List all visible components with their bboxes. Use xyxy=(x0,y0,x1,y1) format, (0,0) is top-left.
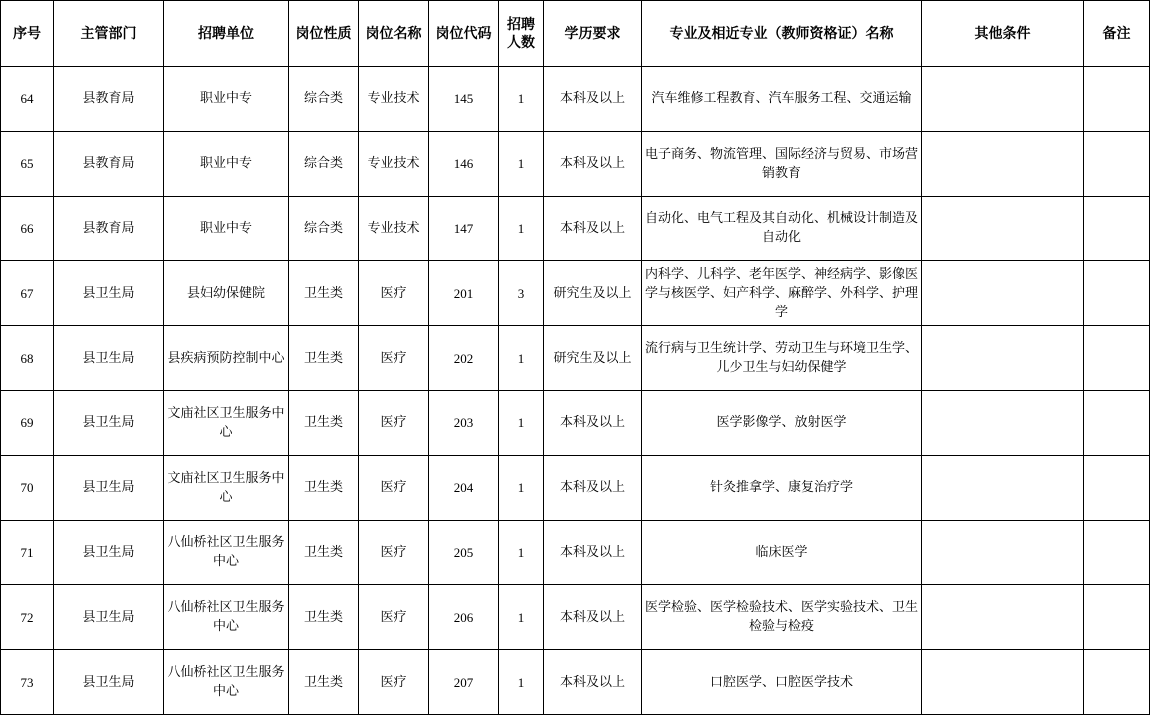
cell-post-name: 医疗 xyxy=(359,585,429,650)
cell-major: 自动化、电气工程及其自动化、机械设计制造及自动化 xyxy=(642,196,922,261)
table-row xyxy=(1,650,1150,715)
cell-dept: 县教育局 xyxy=(54,67,164,132)
cell-other xyxy=(922,520,1084,585)
cell-unit: 职业中专 xyxy=(164,67,289,132)
cell-education: 本科及以上 xyxy=(544,67,642,132)
header-other: 其他条件 xyxy=(922,1,1084,67)
cell-education: 研究生及以上 xyxy=(544,261,642,326)
cell-remark xyxy=(1084,585,1150,650)
cell-count: 1 xyxy=(499,196,544,261)
cell-dept: 县卫生局 xyxy=(54,585,164,650)
cell-remark xyxy=(1084,131,1150,196)
cell-post-name: 医疗 xyxy=(359,390,429,455)
table-row xyxy=(1,585,1150,650)
cell-education: 本科及以上 xyxy=(544,196,642,261)
cell-count: 1 xyxy=(499,131,544,196)
cell-seq: 67 xyxy=(1,261,54,326)
cell-remark xyxy=(1084,261,1150,326)
cell-seq: 68 xyxy=(1,326,54,391)
cell-count: 1 xyxy=(499,520,544,585)
cell-seq: 65 xyxy=(1,131,54,196)
table-row xyxy=(1,131,1150,196)
cell-seq: 64 xyxy=(1,67,54,132)
cell-unit: 职业中专 xyxy=(164,196,289,261)
cell-education: 本科及以上 xyxy=(544,585,642,650)
cell-nature: 卫生类 xyxy=(289,326,359,391)
cell-count: 1 xyxy=(499,455,544,520)
cell-post-code: 203 xyxy=(429,390,499,455)
cell-seq: 66 xyxy=(1,196,54,261)
cell-dept: 县卫生局 xyxy=(54,326,164,391)
cell-post-name: 专业技术 xyxy=(359,131,429,196)
cell-count: 3 xyxy=(499,261,544,326)
cell-education: 本科及以上 xyxy=(544,455,642,520)
table-row xyxy=(1,520,1150,585)
header-post-name: 岗位名称 xyxy=(359,1,429,67)
cell-remark xyxy=(1084,196,1150,261)
cell-unit: 八仙桥社区卫生服务中心 xyxy=(164,520,289,585)
cell-major: 流行病与卫生统计学、劳动卫生与环境卫生学、儿少卫生与妇幼保健学 xyxy=(642,326,922,391)
cell-seq: 73 xyxy=(1,650,54,715)
cell-other xyxy=(922,326,1084,391)
cell-unit: 文庙社区卫生服务中心 xyxy=(164,390,289,455)
cell-remark xyxy=(1084,520,1150,585)
header-education: 学历要求 xyxy=(544,1,642,67)
cell-remark xyxy=(1084,67,1150,132)
cell-remark xyxy=(1084,390,1150,455)
header-count: 招聘人数 xyxy=(499,1,544,67)
cell-unit: 文庙社区卫生服务中心 xyxy=(164,455,289,520)
cell-post-code: 201 xyxy=(429,261,499,326)
cell-major: 汽车维修工程教育、汽车服务工程、交通运输 xyxy=(642,67,922,132)
cell-post-code: 204 xyxy=(429,455,499,520)
cell-other xyxy=(922,261,1084,326)
cell-education: 本科及以上 xyxy=(544,390,642,455)
cell-post-code: 207 xyxy=(429,650,499,715)
cell-post-code: 202 xyxy=(429,326,499,391)
cell-major: 内科学、儿科学、老年医学、神经病学、影像医学与核医学、妇产科学、麻醉学、外科学、护理学 xyxy=(642,261,922,326)
cell-remark xyxy=(1084,455,1150,520)
cell-post-code: 145 xyxy=(429,67,499,132)
cell-nature: 卫生类 xyxy=(289,455,359,520)
cell-unit: 县妇幼保健院 xyxy=(164,261,289,326)
header-major: 专业及相近专业（教师资格证）名称 xyxy=(642,1,922,67)
header-row xyxy=(1,1,1150,67)
cell-major: 电子商务、物流管理、国际经济与贸易、市场营销教育 xyxy=(642,131,922,196)
cell-dept: 县卫生局 xyxy=(54,650,164,715)
cell-nature: 卫生类 xyxy=(289,585,359,650)
cell-other xyxy=(922,390,1084,455)
cell-nature: 卫生类 xyxy=(289,390,359,455)
cell-post-name: 医疗 xyxy=(359,455,429,520)
cell-dept: 县卫生局 xyxy=(54,261,164,326)
cell-seq: 71 xyxy=(1,520,54,585)
cell-other xyxy=(922,585,1084,650)
header-dept: 主管部门 xyxy=(54,1,164,67)
cell-nature: 综合类 xyxy=(289,131,359,196)
table-row xyxy=(1,390,1150,455)
cell-post-name: 医疗 xyxy=(359,261,429,326)
cell-dept: 县教育局 xyxy=(54,196,164,261)
cell-post-name: 专业技术 xyxy=(359,196,429,261)
cell-count: 1 xyxy=(499,390,544,455)
table-row xyxy=(1,196,1150,261)
cell-major: 医学检验、医学检验技术、医学实验技术、卫生检验与检疫 xyxy=(642,585,922,650)
cell-remark xyxy=(1084,326,1150,391)
table-row xyxy=(1,67,1150,132)
table-row xyxy=(1,326,1150,391)
cell-nature: 综合类 xyxy=(289,196,359,261)
cell-post-code: 147 xyxy=(429,196,499,261)
cell-education: 研究生及以上 xyxy=(544,326,642,391)
cell-remark xyxy=(1084,650,1150,715)
cell-other xyxy=(922,455,1084,520)
cell-dept: 县教育局 xyxy=(54,131,164,196)
cell-education: 本科及以上 xyxy=(544,520,642,585)
cell-unit: 八仙桥社区卫生服务中心 xyxy=(164,585,289,650)
table-body xyxy=(1,67,1150,715)
cell-seq: 70 xyxy=(1,455,54,520)
cell-other xyxy=(922,650,1084,715)
header-seq: 序号 xyxy=(1,1,54,67)
cell-nature: 卫生类 xyxy=(289,520,359,585)
cell-count: 1 xyxy=(499,326,544,391)
cell-dept: 县卫生局 xyxy=(54,390,164,455)
cell-other xyxy=(922,67,1084,132)
cell-count: 1 xyxy=(499,585,544,650)
cell-seq: 69 xyxy=(1,390,54,455)
cell-nature: 综合类 xyxy=(289,67,359,132)
header-unit: 招聘单位 xyxy=(164,1,289,67)
header-nature: 岗位性质 xyxy=(289,1,359,67)
cell-unit: 县疾病预防控制中心 xyxy=(164,326,289,391)
table-row xyxy=(1,455,1150,520)
cell-post-name: 医疗 xyxy=(359,650,429,715)
cell-unit: 职业中专 xyxy=(164,131,289,196)
cell-post-code: 205 xyxy=(429,520,499,585)
header-remark: 备注 xyxy=(1084,1,1150,67)
cell-major: 口腔医学、口腔医学技术 xyxy=(642,650,922,715)
cell-other xyxy=(922,196,1084,261)
cell-nature: 卫生类 xyxy=(289,261,359,326)
cell-other xyxy=(922,131,1084,196)
table-row xyxy=(1,261,1150,326)
cell-nature: 卫生类 xyxy=(289,650,359,715)
cell-education: 本科及以上 xyxy=(544,131,642,196)
cell-post-code: 146 xyxy=(429,131,499,196)
cell-unit: 八仙桥社区卫生服务中心 xyxy=(164,650,289,715)
cell-count: 1 xyxy=(499,650,544,715)
cell-major: 针灸推拿学、康复治疗学 xyxy=(642,455,922,520)
cell-post-name: 专业技术 xyxy=(359,67,429,132)
cell-post-code: 206 xyxy=(429,585,499,650)
header-post-code: 岗位代码 xyxy=(429,1,499,67)
cell-post-name: 医疗 xyxy=(359,326,429,391)
cell-education: 本科及以上 xyxy=(544,650,642,715)
cell-dept: 县卫生局 xyxy=(54,455,164,520)
cell-dept: 县卫生局 xyxy=(54,520,164,585)
cell-major: 医学影像学、放射医学 xyxy=(642,390,922,455)
cell-count: 1 xyxy=(499,67,544,132)
cell-post-name: 医疗 xyxy=(359,520,429,585)
cell-seq: 72 xyxy=(1,585,54,650)
cell-major: 临床医学 xyxy=(642,520,922,585)
